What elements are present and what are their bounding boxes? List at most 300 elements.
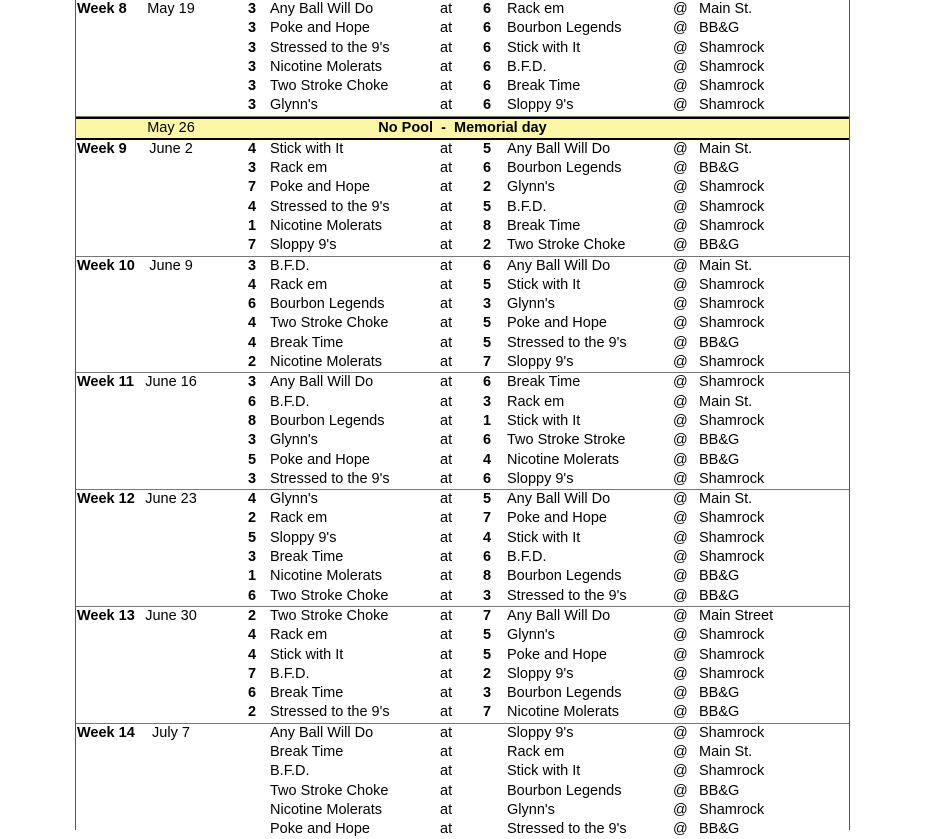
at-label: at	[440, 568, 453, 585]
venue: Shamrock	[699, 470, 765, 487]
away-score: 7	[482, 704, 492, 721]
away-score: 4	[482, 451, 492, 468]
away-team: Any Ball Will Do	[507, 607, 611, 624]
week-label: Week 9	[77, 140, 127, 157]
home-score: 3	[247, 78, 257, 95]
game-row	[76, 529, 849, 548]
venue: Shamrock	[699, 374, 765, 391]
home-score: 3	[247, 39, 257, 56]
away-score: 6	[482, 257, 492, 274]
home-team: Stressed to the 9's	[270, 39, 390, 56]
away-team: Glynn's	[507, 296, 555, 313]
venue-at-symbol: @	[673, 374, 688, 391]
week-label: Week 14	[77, 724, 135, 741]
home-team: Break Time	[270, 685, 344, 702]
at-label: at	[440, 743, 453, 760]
venue-at-symbol: @	[673, 276, 688, 293]
away-team: Glynn's	[507, 179, 555, 196]
away-score: 4	[482, 529, 492, 546]
venue-at-symbol: @	[673, 763, 688, 780]
venue-at-symbol: @	[673, 97, 688, 114]
at-label: at	[440, 78, 453, 95]
home-score: 4	[247, 646, 257, 663]
home-score: 3	[247, 58, 257, 75]
week-date: June 30	[145, 607, 197, 624]
at-label: at	[440, 20, 453, 37]
game-row	[76, 314, 849, 333]
home-score: 3	[247, 257, 257, 274]
away-team: Bourbon Legends	[507, 20, 622, 37]
away-team: Bourbon Legends	[507, 685, 622, 702]
venue-at-symbol: @	[673, 665, 688, 682]
venue-at-symbol: @	[673, 801, 688, 818]
at-label: at	[440, 627, 453, 644]
game-row	[76, 665, 849, 684]
home-team: Glynn's	[270, 432, 318, 449]
home-score: 7	[247, 665, 257, 682]
venue: Shamrock	[699, 646, 765, 663]
home-team: Bourbon Legends	[270, 296, 385, 313]
home-score: 4	[247, 627, 257, 644]
venue: Shamrock	[699, 78, 765, 95]
venue-at-symbol: @	[673, 782, 688, 799]
at-label: at	[440, 432, 453, 449]
at-label: at	[440, 1, 453, 17]
home-score: 1	[247, 217, 257, 234]
venue-at-symbol: @	[673, 354, 688, 371]
away-team: Stressed to the 9's	[507, 587, 627, 604]
venue: Shamrock	[699, 510, 765, 527]
venue: BB&G	[699, 432, 740, 449]
home-score: 3	[247, 432, 257, 449]
at-label: at	[440, 217, 453, 234]
week-date: June 9	[149, 257, 193, 274]
venue-at-symbol: @	[673, 39, 688, 56]
home-team: Nicotine Molerats	[270, 58, 383, 75]
venue-at-symbol: @	[673, 451, 688, 468]
at-label: at	[440, 374, 453, 391]
venue: Shamrock	[699, 97, 765, 114]
venue: Shamrock	[699, 627, 765, 644]
week-block	[76, 607, 849, 724]
away-score: 5	[482, 140, 492, 157]
game-row	[76, 159, 849, 178]
home-score: 7	[247, 179, 257, 196]
game-row	[76, 0, 849, 19]
game-row	[76, 96, 849, 115]
away-team: Sloppy 9's	[507, 470, 574, 487]
venue: BB&G	[699, 704, 740, 721]
away-score: 6	[482, 1, 492, 17]
home-score: 1	[247, 568, 257, 585]
venue-at-symbol: @	[673, 646, 688, 663]
venue: Shamrock	[699, 801, 765, 818]
home-team: Rack em	[270, 160, 328, 177]
game-row	[76, 782, 849, 801]
at-label: at	[440, 529, 453, 546]
week-block	[76, 0, 849, 117]
away-score: 1	[482, 412, 492, 429]
home-score: 6	[247, 587, 257, 604]
away-team: Poke and Hope	[507, 315, 607, 332]
venue-at-symbol: @	[673, 393, 688, 410]
home-team: Two Stroke Choke	[270, 587, 389, 604]
game-row	[76, 236, 849, 255]
home-score: 4	[247, 276, 257, 293]
home-score: 4	[247, 198, 257, 215]
at-label: at	[440, 39, 453, 56]
away-team: Stick with It	[507, 529, 581, 546]
away-score: 6	[482, 374, 492, 391]
away-score: 6	[482, 20, 492, 37]
venue: BB&G	[699, 451, 740, 468]
at-label: at	[440, 763, 453, 780]
home-team: Two Stroke Choke	[270, 315, 389, 332]
at-label: at	[440, 470, 453, 487]
at-label: at	[440, 685, 453, 702]
away-score: 2	[482, 237, 492, 254]
week-block	[76, 257, 849, 374]
home-team: Sloppy 9's	[270, 529, 337, 546]
away-team: Two Stroke Stroke	[507, 432, 626, 449]
home-team: Break Time	[270, 743, 344, 760]
home-score: 7	[247, 237, 257, 254]
game-row	[76, 217, 849, 236]
away-team: Bourbon Legends	[507, 782, 622, 799]
venue: Main St.	[699, 393, 753, 410]
venue: BB&G	[699, 160, 740, 177]
at-label: at	[440, 801, 453, 818]
holiday-banner	[76, 117, 849, 140]
game-row	[76, 39, 849, 58]
at-label: at	[440, 587, 453, 604]
home-team: Rack em	[270, 276, 328, 293]
week-date: May 19	[147, 1, 195, 17]
home-team: Poke and Hope	[270, 821, 370, 838]
game-row	[76, 393, 849, 412]
game-row	[76, 373, 849, 392]
away-score: 5	[482, 334, 492, 351]
at-label: at	[440, 665, 453, 682]
venue-at-symbol: @	[673, 724, 688, 741]
venue-at-symbol: @	[673, 78, 688, 95]
away-team: Rack em	[507, 1, 565, 17]
away-team: Sloppy 9's	[507, 354, 574, 371]
game-row	[76, 567, 849, 586]
venue-at-symbol: @	[673, 296, 688, 313]
venue: Main St.	[699, 491, 753, 508]
at-label: at	[440, 782, 453, 799]
holiday-note: No Pool - Memorial day	[378, 119, 547, 136]
venue-at-symbol: @	[673, 1, 688, 17]
at-label: at	[440, 510, 453, 527]
home-team: B.F.D.	[270, 393, 310, 410]
game-row	[76, 607, 849, 626]
game-row	[76, 140, 849, 159]
home-team: Nicotine Molerats	[270, 801, 383, 818]
away-score: 8	[482, 217, 492, 234]
away-team: Any Ball Will Do	[507, 257, 611, 274]
week-block	[76, 140, 849, 257]
away-score: 5	[482, 491, 492, 508]
home-team: Poke and Hope	[270, 451, 370, 468]
at-label: at	[440, 315, 453, 332]
home-team: Stressed to the 9's	[270, 470, 390, 487]
home-team: B.F.D.	[270, 257, 310, 274]
venue-at-symbol: @	[673, 257, 688, 274]
home-score: 2	[247, 510, 257, 527]
venue: BB&G	[699, 587, 740, 604]
week-date: July 7	[152, 724, 190, 741]
at-label: at	[440, 257, 453, 274]
game-row	[76, 724, 849, 743]
home-team: Nicotine Molerats	[270, 217, 383, 234]
home-score: 5	[247, 529, 257, 546]
venue: BB&G	[699, 334, 740, 351]
home-team: B.F.D.	[270, 763, 310, 780]
away-team: Bourbon Legends	[507, 568, 622, 585]
game-row	[76, 198, 849, 217]
away-team: Glynn's	[507, 627, 555, 644]
at-label: at	[440, 646, 453, 663]
home-score: 3	[247, 160, 257, 177]
game-row	[76, 58, 849, 77]
home-team: Break Time	[270, 334, 344, 351]
week-label: Week 8	[77, 1, 127, 17]
home-team: B.F.D.	[270, 665, 310, 682]
at-label: at	[440, 334, 453, 351]
away-team: Break Time	[507, 78, 581, 95]
at-label: at	[440, 354, 453, 371]
week-block	[76, 724, 849, 839]
game-row	[76, 684, 849, 703]
away-score: 6	[482, 160, 492, 177]
at-label: at	[440, 724, 453, 741]
home-team: Stick with It	[270, 140, 344, 157]
game-row	[76, 762, 849, 781]
venue: BB&G	[699, 20, 740, 37]
home-team: Any Ball Will Do	[270, 1, 374, 17]
home-team: Stick with It	[270, 646, 344, 663]
home-team: Nicotine Molerats	[270, 354, 383, 371]
away-team: Poke and Hope	[507, 510, 607, 527]
home-score: 6	[247, 393, 257, 410]
game-row	[76, 178, 849, 197]
venue-at-symbol: @	[673, 20, 688, 37]
venue-at-symbol: @	[673, 685, 688, 702]
home-team: Bourbon Legends	[270, 412, 385, 429]
away-team: Rack em	[507, 743, 565, 760]
game-row	[76, 431, 849, 450]
game-row	[76, 801, 849, 820]
venue-at-symbol: @	[673, 334, 688, 351]
venue-at-symbol: @	[673, 607, 688, 624]
away-team: B.F.D.	[507, 58, 547, 75]
away-team: Any Ball Will Do	[507, 491, 611, 508]
home-team: Nicotine Molerats	[270, 568, 383, 585]
venue-at-symbol: @	[673, 587, 688, 604]
at-label: at	[440, 821, 453, 838]
week-label: Week 12	[77, 491, 135, 508]
away-team: Two Stroke Choke	[507, 237, 626, 254]
away-score: 6	[482, 470, 492, 487]
home-team: Two Stroke Choke	[270, 607, 389, 624]
at-label: at	[440, 412, 453, 429]
game-row	[76, 334, 849, 353]
venue: BB&G	[699, 237, 740, 254]
venue: Shamrock	[699, 198, 765, 215]
at-label: at	[440, 140, 453, 157]
home-team: Rack em	[270, 510, 328, 527]
game-row	[76, 703, 849, 722]
home-team: Glynn's	[270, 97, 318, 114]
game-row	[76, 19, 849, 38]
at-label: at	[440, 179, 453, 196]
venue: BB&G	[699, 685, 740, 702]
away-score: 3	[482, 587, 492, 604]
venue: BB&G	[699, 821, 740, 838]
away-score: 5	[482, 198, 492, 215]
venue: Main St.	[699, 257, 753, 274]
venue-at-symbol: @	[673, 491, 688, 508]
home-score: 3	[247, 374, 257, 391]
venue-at-symbol: @	[673, 470, 688, 487]
venue-at-symbol: @	[673, 568, 688, 585]
away-score: 6	[482, 549, 492, 566]
away-team: Stick with It	[507, 39, 581, 56]
venue-at-symbol: @	[673, 217, 688, 234]
at-label: at	[440, 491, 453, 508]
home-score: 6	[247, 685, 257, 702]
at-label: at	[440, 296, 453, 313]
game-row	[76, 646, 849, 665]
at-label: at	[440, 549, 453, 566]
venue-at-symbol: @	[673, 743, 688, 760]
away-score: 6	[482, 97, 492, 114]
home-score: 3	[247, 1, 257, 17]
venue: Main St.	[699, 140, 753, 157]
venue: Shamrock	[699, 529, 765, 546]
away-score: 5	[482, 315, 492, 332]
away-score: 8	[482, 568, 492, 585]
venue: Shamrock	[699, 276, 765, 293]
away-team: Sloppy 9's	[507, 724, 574, 741]
away-score: 6	[482, 39, 492, 56]
game-row	[76, 470, 849, 489]
home-team: Sloppy 9's	[270, 237, 337, 254]
game-row	[76, 412, 849, 431]
away-team: Stressed to the 9's	[507, 821, 627, 838]
away-team: Sloppy 9's	[507, 665, 574, 682]
venue-at-symbol: @	[673, 237, 688, 254]
venue: Shamrock	[699, 315, 765, 332]
home-team: Break Time	[270, 549, 344, 566]
away-team: B.F.D.	[507, 198, 547, 215]
venue-at-symbol: @	[673, 140, 688, 157]
away-team: Poke and Hope	[507, 646, 607, 663]
at-label: at	[440, 198, 453, 215]
home-score: 4	[247, 315, 257, 332]
away-score: 3	[482, 685, 492, 702]
away-score: 7	[482, 607, 492, 624]
venue-at-symbol: @	[673, 58, 688, 75]
venue: BB&G	[699, 782, 740, 799]
away-score: 7	[482, 354, 492, 371]
away-team: Stick with It	[507, 276, 581, 293]
venue-at-symbol: @	[673, 627, 688, 644]
away-score: 2	[482, 179, 492, 196]
week-block	[76, 373, 849, 490]
home-team: Any Ball Will Do	[270, 724, 374, 741]
home-score: 3	[247, 20, 257, 37]
week-date: June 16	[145, 374, 197, 391]
home-score: 2	[247, 354, 257, 371]
home-team: Stressed to the 9's	[270, 198, 390, 215]
venue: BB&G	[699, 568, 740, 585]
game-row	[76, 353, 849, 372]
venue: Shamrock	[699, 217, 765, 234]
venue: Shamrock	[699, 549, 765, 566]
game-row	[76, 77, 849, 96]
away-score: 6	[482, 58, 492, 75]
game-row	[76, 490, 849, 509]
game-row	[76, 626, 849, 645]
away-team: Bourbon Legends	[507, 160, 622, 177]
home-team: Glynn's	[270, 491, 318, 508]
away-team: Stick with It	[507, 763, 581, 780]
venue-at-symbol: @	[673, 432, 688, 449]
at-label: at	[440, 97, 453, 114]
game-row	[76, 548, 849, 567]
venue-at-symbol: @	[673, 160, 688, 177]
away-team: Break Time	[507, 217, 581, 234]
venue: Main Street	[699, 607, 774, 624]
away-team: Stick with It	[507, 412, 581, 429]
away-score: 5	[482, 276, 492, 293]
game-row	[76, 509, 849, 528]
away-team: Break Time	[507, 374, 581, 391]
venue-at-symbol: @	[673, 704, 688, 721]
away-team: Glynn's	[507, 801, 555, 818]
away-team: Sloppy 9's	[507, 97, 574, 114]
home-team: Poke and Hope	[270, 20, 370, 37]
away-score: 6	[482, 78, 492, 95]
week-label: Week 10	[77, 257, 135, 274]
home-score: 4	[247, 491, 257, 508]
away-score: 3	[482, 393, 492, 410]
away-score: 5	[482, 646, 492, 663]
venue: Shamrock	[699, 763, 765, 780]
at-label: at	[440, 237, 453, 254]
at-label: at	[440, 160, 453, 177]
home-score: 6	[247, 296, 257, 313]
venue: Shamrock	[699, 296, 765, 313]
home-score: 8	[247, 412, 257, 429]
venue: Shamrock	[699, 724, 765, 741]
venue-at-symbol: @	[673, 529, 688, 546]
home-score: 3	[247, 549, 257, 566]
venue: Shamrock	[699, 354, 765, 371]
home-team: Poke and Hope	[270, 179, 370, 196]
venue: Main St.	[699, 743, 753, 760]
away-score: 7	[482, 510, 492, 527]
home-score: 2	[247, 704, 257, 721]
away-score: 5	[482, 627, 492, 644]
venue: Shamrock	[699, 665, 765, 682]
at-label: at	[440, 393, 453, 410]
venue: Shamrock	[699, 58, 765, 75]
at-label: at	[440, 58, 453, 75]
